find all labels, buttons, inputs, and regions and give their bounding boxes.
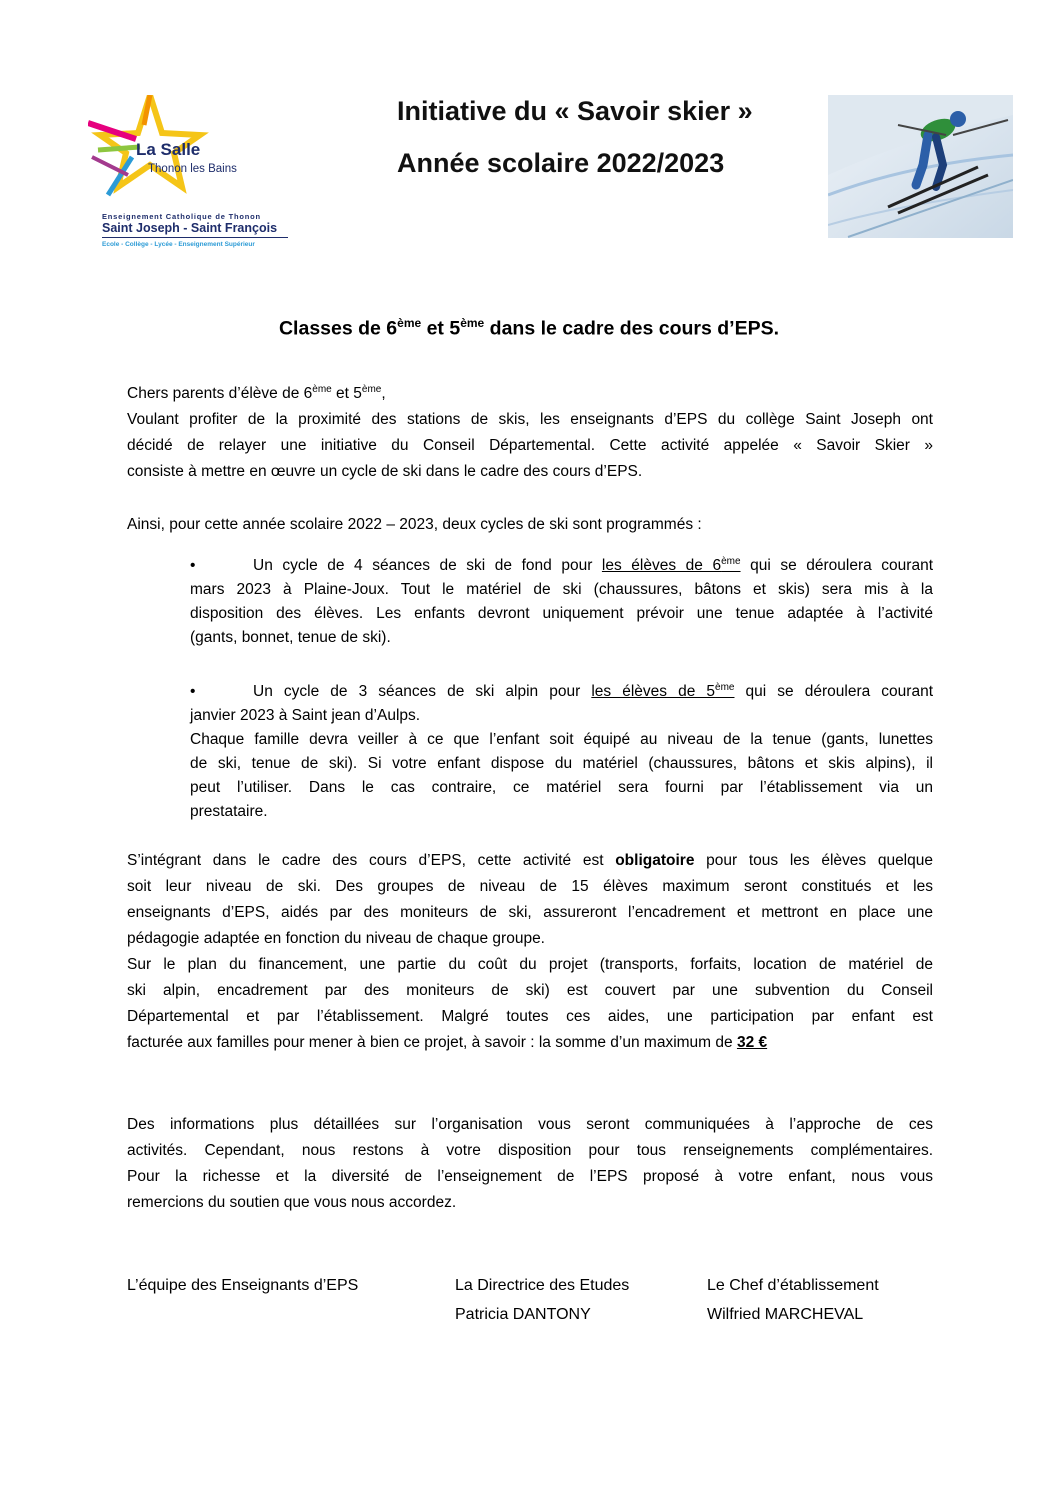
director-title: La Directrice des Etudes	[455, 1277, 630, 1294]
logo-name: La Salle	[136, 140, 201, 159]
bullet-line: Un cycle de 4 séances de ski de fond pour les élèves de 6ème qui se déroulera courant	[253, 555, 934, 574]
logo-divider	[102, 237, 288, 238]
bullet-line: (gants, bonnet, tenue de ski).	[190, 629, 391, 646]
bullet-line: mars 2023 à Plaine-Joux. Tout le matériel de ski (chaussures, bâtons et skis) sera mis à la	[190, 581, 933, 598]
list-item-bullet2	[190, 680, 933, 824]
bullet-line: prestataire.	[190, 803, 268, 820]
star-icon	[88, 95, 293, 260]
bullet-icon: •	[190, 557, 196, 574]
closing-line: Des informations plus détaillées sur l’organisation vous seront communiquées à l’approche de ces	[127, 1116, 933, 1133]
signature-director	[455, 1271, 629, 1329]
bullet-line: janvier 2023 à Saint jean d’Aulps.	[190, 707, 421, 724]
closing-line: activités. Cependant, nous restons à votre disposition pour tous renseignements complémentaires.	[127, 1142, 933, 1159]
obligation-paragraph	[127, 848, 933, 1056]
closing-line: remercions du soutien que vous nous accordez.	[127, 1194, 457, 1211]
greeting: Chers parents d’élève de 6ème et 5ème,	[127, 383, 386, 402]
obligation-line: ski alpin, encadrement par des moniteurs de ski) est couvert par une subvention du Conseil	[127, 982, 933, 999]
bullet-line: de ski, tenue de ski). Si votre enfant dispose du matériel (chaussures, bâtons et skis alpins), il	[190, 755, 933, 772]
skier-photo	[828, 95, 1013, 238]
intro-paragraph	[127, 381, 933, 485]
obligation-line: pédagogie adaptée en fonction du niveau de chaque groupe.	[127, 930, 545, 947]
bullet-line: peut l’utiliser. Dans le cas contraire, ce matériel sera fourni par l’établissement via un	[190, 779, 933, 796]
section-subtitle: Classes de 6ème et 5ème dans le cadre des cours d’EPS.	[278, 316, 780, 340]
closing-paragraph	[127, 1112, 933, 1216]
obligation-line: Départemental et par l’établissement. Malgré toutes ces aides, une participation par enfant est	[127, 1008, 933, 1025]
bullet-line: Un cycle de 3 séances de ski alpin pour les élèves de 5ème qui se déroulera courant	[253, 681, 934, 700]
obligation-line: S’intégrant dans le cadre des cours d’EPS, cette activité est obligatoire pour tous les élèves quelque	[127, 852, 933, 869]
price-amount: 32 €	[736, 1034, 768, 1051]
obligation-line: Sur le plan du financement, une partie du coût du projet (transports, forfaits, location de matériel de	[127, 956, 933, 973]
logo-schools: Saint Joseph - Saint François	[102, 221, 278, 235]
obligation-line: facturée aux familles pour mener à bien ce projet, à savoir : la somme d’un maximum de 32 €	[127, 1034, 768, 1051]
skier-image-icon	[828, 95, 1013, 238]
logo-city: Thonon les Bains	[148, 163, 237, 175]
obligation-line: enseignants d’EPS, aidés par des moniteurs de ski, assureront l’encadrement et mettront en place une	[127, 904, 933, 921]
logo-levels: Ecole - Collège - Lycée - Enseignement Supérieur	[102, 241, 255, 248]
head-title: Le Chef d’établissement	[707, 1277, 879, 1294]
obligation-line: soit leur niveau de ski. Des groupes de niveau de 15 élèves maximum seront constitués et les	[127, 878, 933, 895]
bullet-line: Chaque famille devra veiller à ce que l’enfant soit équipé au niveau de la tenue (gants, lunettes	[190, 731, 933, 748]
signature-teachers: L’équipe des Enseignants d’EPS	[127, 1277, 359, 1294]
page-title-line2: Année scolaire 2022/2023	[397, 148, 725, 178]
intro-line: décidé de relayer une initiative du Conseil Départemental. Cette activité appelée « Savoir Skier »	[127, 437, 933, 454]
director-name: Patricia DANTONY	[455, 1306, 591, 1323]
bullet-line: disposition des élèves. Les enfants devront uniquement prévoir une tenue adaptée à l’activité	[190, 605, 933, 622]
page-title-line1: Initiative du « Savoir skier »	[397, 96, 753, 126]
bullet-icon: •	[190, 683, 196, 700]
head-name: Wilfried MARCHEVAL	[707, 1306, 864, 1323]
signature-head	[707, 1271, 879, 1329]
programme-intro: Ainsi, pour cette année scolaire 2022 – 2023, deux cycles de ski sont programmés :	[127, 516, 702, 533]
logo-org-line: Enseignement Catholique de Thonon	[102, 212, 261, 221]
intro-line: consiste à mettre en œuvre un cycle de ski dans le cadre des cours d’EPS.	[127, 463, 643, 480]
school-logo	[88, 95, 293, 260]
intro-line: Voulant profiter de la proximité des stations de skis, les enseignants d’EPS du collège Saint Joseph ont	[127, 411, 933, 428]
closing-line: Pour la richesse et la diversité de l’enseignement de l’EPS proposé à votre enfant, nous vous	[127, 1168, 933, 1185]
list-item-bullet1	[190, 554, 933, 650]
